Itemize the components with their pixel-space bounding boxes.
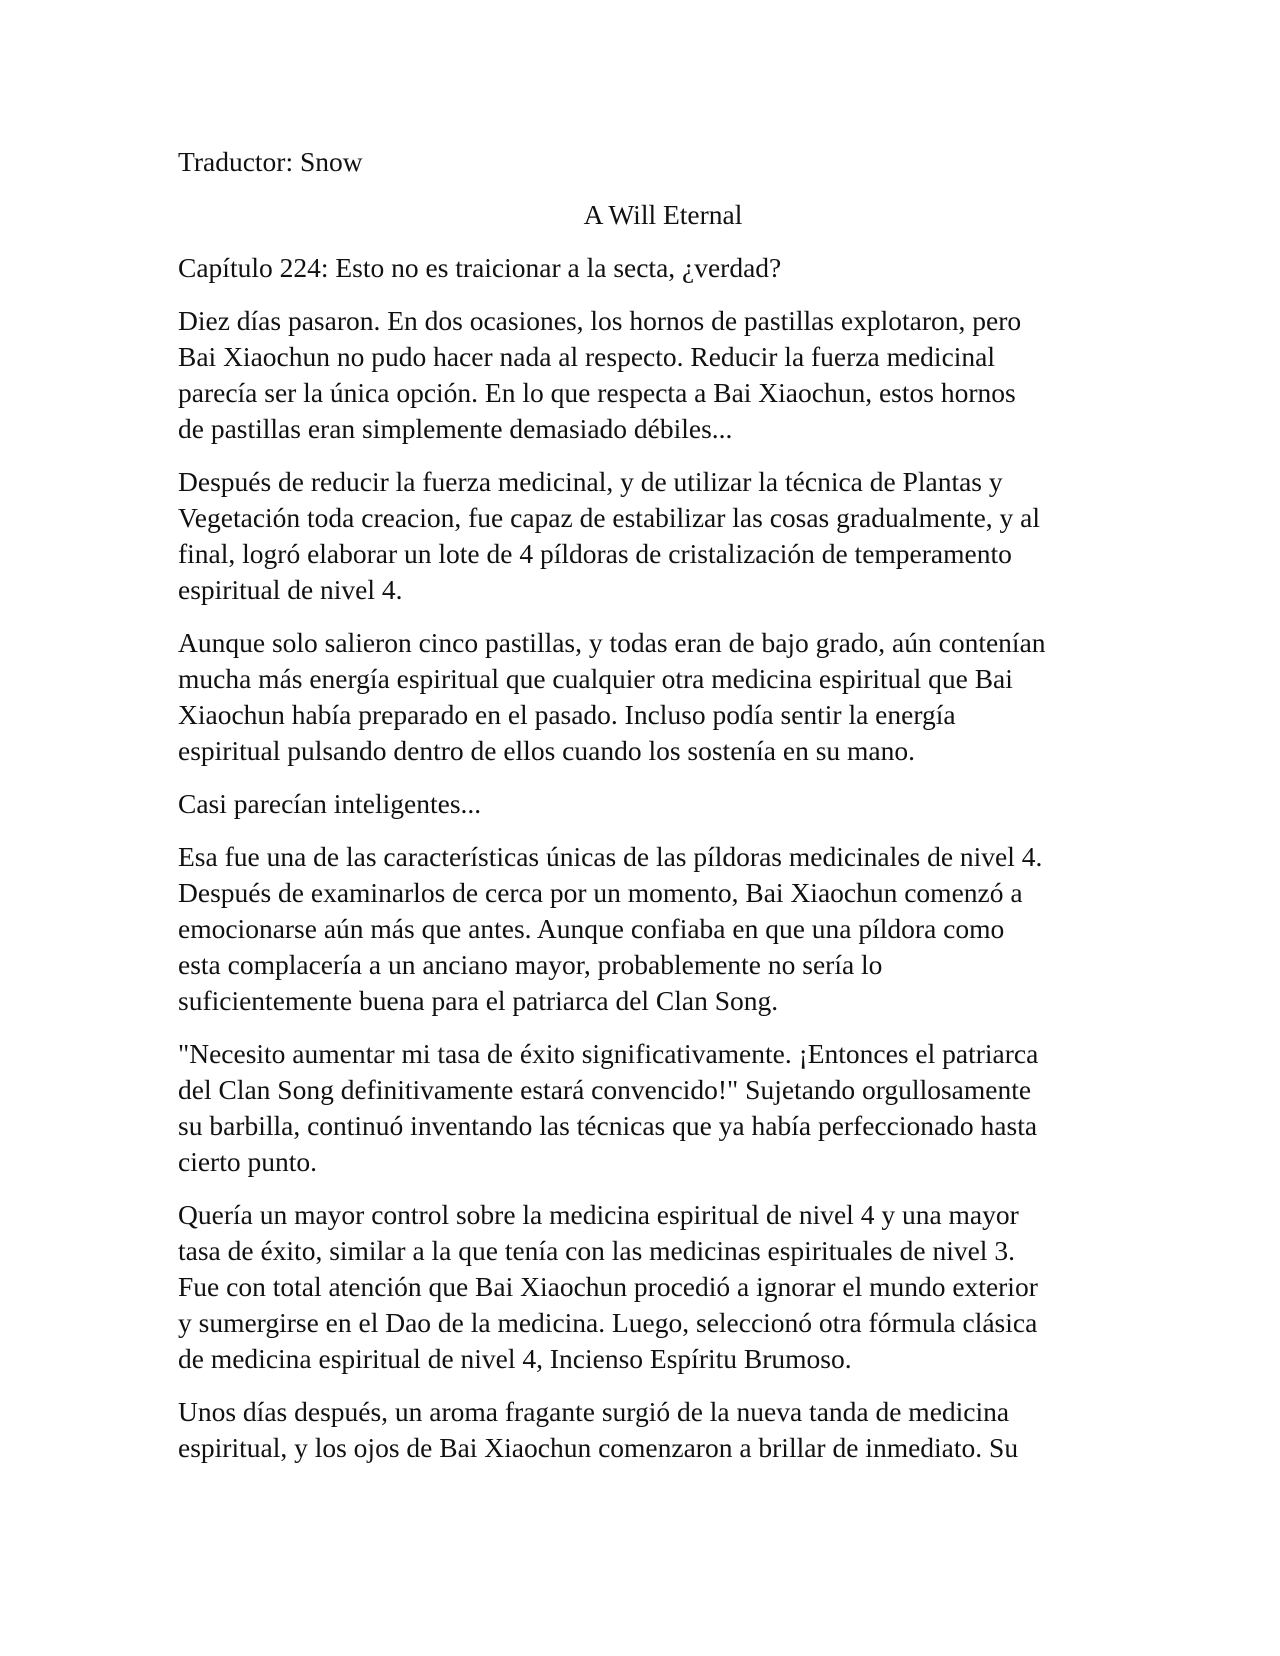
- paragraph-line: mucha más energía espiritual que cualquier otra medicina espiritual que Bai: [178, 663, 1013, 694]
- paragraph-line: de medicina espiritual de nivel 4, Incienso Espíritu Brumoso.: [178, 1343, 852, 1374]
- paragraph: [178, 303, 1108, 447]
- paragraph-line: suficientemente buena para el patriarca del Clan Song.: [178, 985, 779, 1016]
- paragraph-line: espiritual de nivel 4.: [178, 574, 403, 605]
- paragraph-line: Esa fue una de las características únicas de las píldoras medicinales de nivel 4.: [178, 841, 1043, 872]
- paragraph-line: tasa de éxito, similar a la que tenía con las medicinas espirituales de nivel 3.: [178, 1235, 1015, 1266]
- paragraph-line: Casi parecían inteligentes...: [178, 788, 482, 819]
- paragraph-line: espiritual pulsando dentro de ellos cuando los sostenía en su mano.: [178, 735, 916, 766]
- translator-credit: Traductor: Snow: [178, 146, 363, 177]
- paragraph: [178, 625, 1108, 769]
- paragraph: [178, 839, 1108, 1019]
- paragraph: [178, 786, 1108, 822]
- paragraph-line: Diez días pasaron. En dos ocasiones, los hornos de pastillas explotaron, pero: [178, 305, 1022, 336]
- paragraph-line: Xiaochun había preparado en el pasado. Incluso podía sentir la energía: [178, 699, 956, 730]
- paragraph-line: Fue con total atención que Bai Xiaochun procedió a ignorar el mundo exterior: [178, 1271, 1038, 1302]
- book-title: A Will Eternal: [583, 199, 743, 230]
- paragraph-line: Bai Xiaochun no pudo hacer nada al respecto. Reducir la fuerza medicinal: [178, 341, 996, 372]
- paragraph-line: emocionarse aún más que antes. Aunque confiaba en que una píldora como: [178, 913, 1005, 944]
- paragraph: [178, 1394, 1108, 1466]
- paragraph-line: Vegetación toda creacion, fue capaz de estabilizar las cosas gradualmente, y al: [178, 502, 1041, 533]
- paragraph-line: esta complacería a un anciano mayor, probablemente no sería lo: [178, 949, 883, 980]
- paragraph-line: Aunque solo salieron cinco pastillas, y todas eran de bajo grado, aún contenían: [178, 627, 1046, 658]
- paragraph: [178, 464, 1108, 608]
- paragraph-line: "Necesito aumentar mi tasa de éxito significativamente. ¡Entonces el patriarca: [178, 1038, 1039, 1069]
- chapter-heading: Capítulo 224: Esto no es traicionar a la secta, ¿verdad?: [178, 252, 782, 283]
- paragraph-line: Después de reducir la fuerza medicinal, y de utilizar la técnica de Plantas y: [178, 466, 1003, 497]
- paragraph-line: final, logró elaborar un lote de 4 píldoras de cristalización de temperamento: [178, 538, 1012, 569]
- paragraph-line: de pastillas eran simplemente demasiado débiles...: [178, 413, 733, 444]
- paragraph-line: del Clan Song definitivamente estará convencido!" Sujetando orgullosamente: [178, 1074, 1032, 1105]
- paragraph-line: Unos días después, un aroma fragante surgió de la nueva tanda de medicina: [178, 1396, 1010, 1427]
- paragraph: [178, 1197, 1108, 1377]
- paragraph: [178, 1036, 1108, 1180]
- document-body: [178, 144, 1108, 1483]
- paragraph-line: Quería un mayor control sobre la medicina espiritual de nivel 4 y una mayor: [178, 1199, 1019, 1230]
- paragraph-line: su barbilla, continuó inventando las técnicas que ya había perfeccionado hasta: [178, 1110, 1038, 1141]
- paragraph-line: y sumergirse en el Dao de la medicina. Luego, seleccionó otra fórmula clásica: [178, 1307, 1038, 1338]
- paragraph-line: parecía ser la única opción. En lo que respecta a Bai Xiaochun, estos hornos: [178, 377, 1016, 408]
- paragraph-list: [178, 303, 1108, 1466]
- paragraph-line: cierto punto.: [178, 1146, 317, 1177]
- paragraph-line: Después de examinarlos de cerca por un momento, Bai Xiaochun comenzó a: [178, 877, 1023, 908]
- paragraph-line: espiritual, y los ojos de Bai Xiaochun comenzaron a brillar de inmediato. Su: [178, 1432, 1019, 1463]
